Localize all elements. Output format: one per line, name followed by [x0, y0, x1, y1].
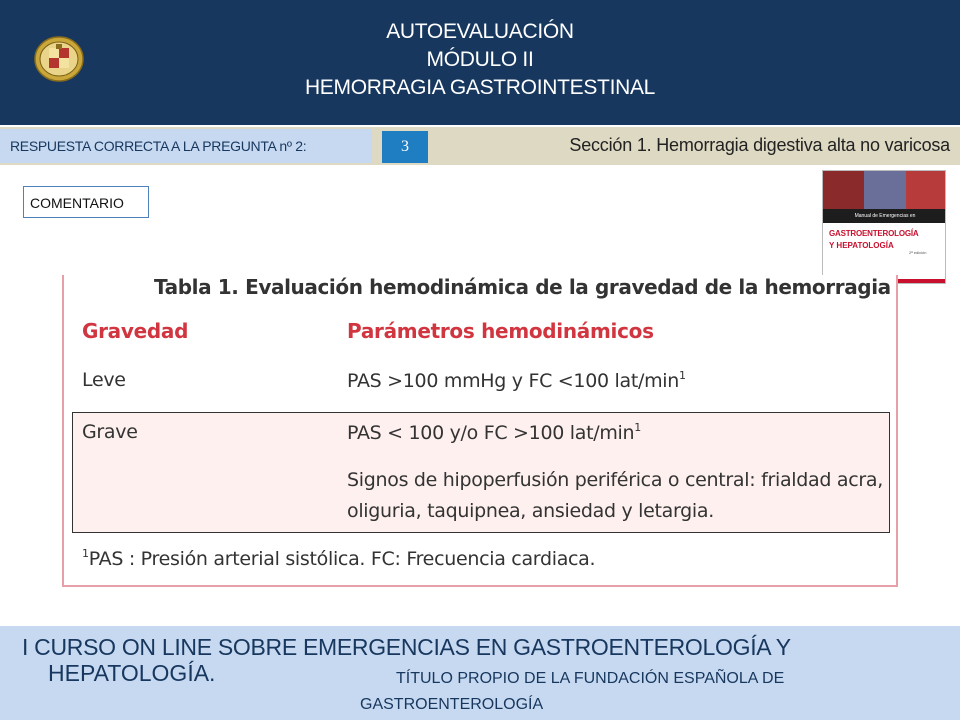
- book-cover-image: [822, 170, 946, 284]
- section-title: Sección 1. Hemorragia digestiva alta no varicosa: [569, 135, 950, 155]
- row-grave-severity: Grave: [82, 421, 138, 443]
- footer-course-title-line-1: I CURSO ON LINE SOBRE EMERGENCIAS EN GASTROENTEROLOGÍA Y: [22, 634, 791, 660]
- footer-course-title-line-2: HEPATOLOGÍA.: [48, 660, 216, 686]
- book-band-text: Manual de Emergencias en: [823, 209, 946, 223]
- header-title-line-2: MÓDULO II: [426, 48, 534, 71]
- book-title-line-1: GASTROENTEROLOGÍA: [829, 229, 919, 238]
- book-title-line-2: Y HEPATOLOGÍA: [829, 241, 894, 250]
- row-leve-severity: Leve: [82, 369, 126, 391]
- header-title-line-1: AUTOEVALUACIÓN: [386, 20, 574, 43]
- row-grave-parameters-2-line-2: oliguria, taquipnea, ansiedad y letargia.: [347, 500, 714, 522]
- comment-button[interactable]: COMENTARIO: [23, 186, 149, 218]
- table-header-parameters: Parámetros hemodinámicos: [347, 319, 654, 343]
- footer-subtitle-line-1: TÍTULO PROPIO DE LA FUNDACIÓN ESPAÑOLA DE: [396, 670, 785, 687]
- table-footnote: $^1$PAS : Presión arterial sistólica. FC: Frecuencia cardiaca.: [82, 547, 596, 570]
- table-title: Tabla 1. Evaluación hemodinámica de la gravedad de la hemorragia: [154, 275, 891, 299]
- row-leve-parameters: PAS >100 mmHg y FC <100 lat/$\min^1$: [347, 369, 686, 392]
- answer-number-badge: 3: [382, 131, 428, 163]
- university-seal-icon: [34, 36, 84, 82]
- row-grave-parameters-2-line-1: Signos de hipoperfusión periférica o central: frialdad acra,: [347, 469, 883, 491]
- question-label: RESPUESTA CORRECTA A LA PREGUNTA nº 2:: [0, 129, 372, 163]
- footer-subtitle-line-2: GASTROENTEROLOGÍA: [360, 696, 544, 713]
- footer-banner: [0, 626, 960, 720]
- book-authors-placeholder: [873, 267, 943, 275]
- question-bar: [0, 127, 960, 165]
- book-edition: 2ª edición: [909, 250, 927, 255]
- book-cover-photos: [823, 171, 946, 209]
- header-title-line-3: HEMORRAGIA GASTROINTESTINAL: [304, 76, 656, 99]
- header-banner: [0, 0, 960, 125]
- table-header-severity: Gravedad: [82, 319, 189, 343]
- hemodynamic-table: [62, 275, 898, 587]
- row-grave-parameters-1: PAS < 100 y/o FC >100 lat/$\min^1$: [347, 421, 641, 444]
